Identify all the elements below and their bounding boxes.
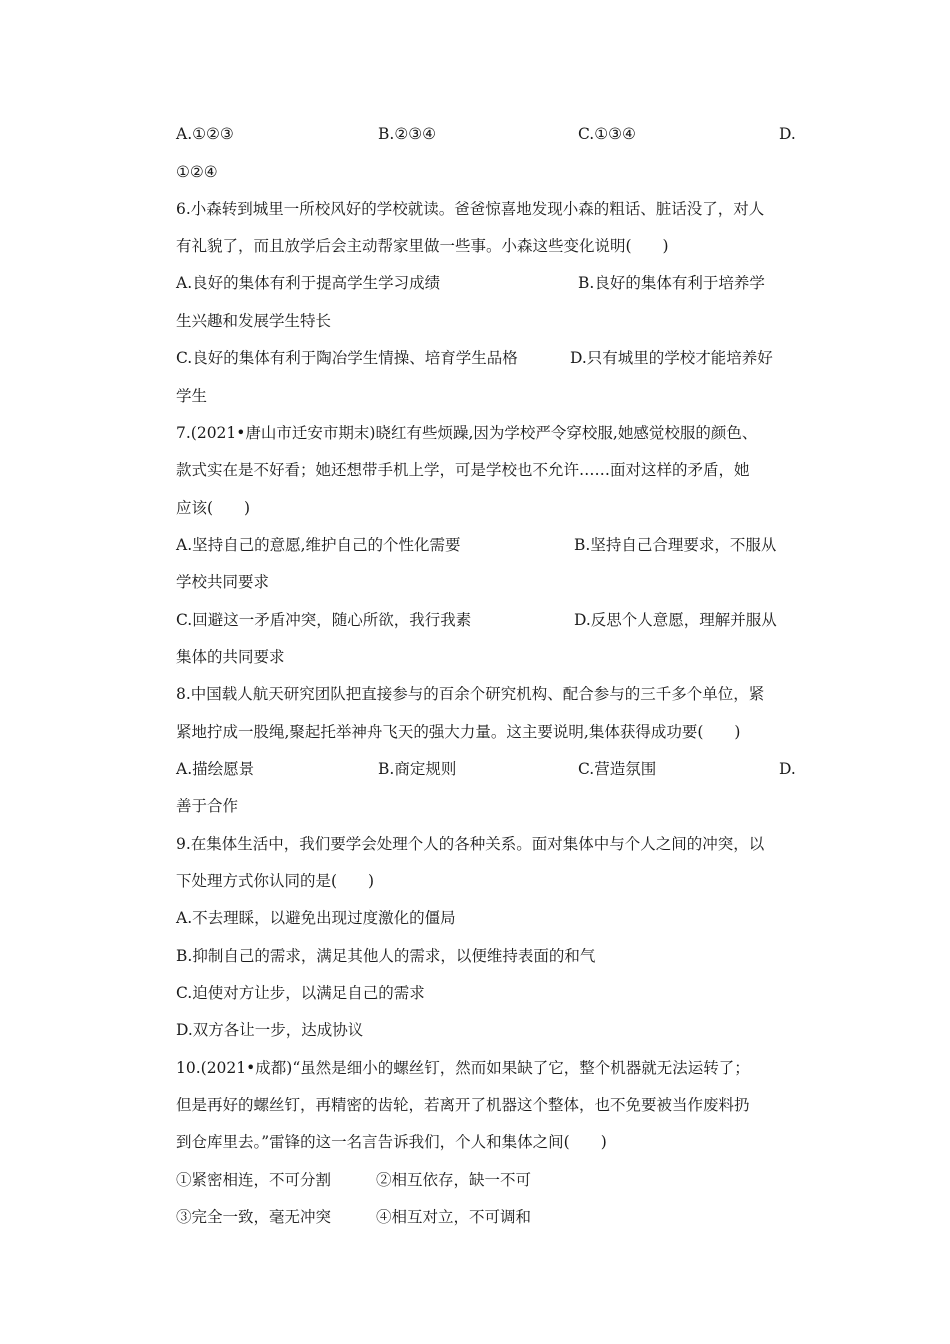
q7-option-d-cont: 集体的共同要求 <box>176 648 285 666</box>
q7-options-ab <box>176 526 796 564</box>
q7-stem-line1: 7.(2021•唐山市迁安市期末)晓红有些烦躁,因为学校严令穿校服,她感觉校服的颜色、 <box>176 424 758 442</box>
q6-stem-line2: 有礼貌了，而且放学后会主动帮家里做一些事。小森这些变化说明( ) <box>176 237 669 255</box>
q5-option-c: C.①③④ <box>578 125 636 143</box>
q9-option-c: C.迫使对方让步，以满足自己的需求 <box>176 984 425 1002</box>
q7-options-cd <box>176 601 796 639</box>
q7-option-a: A.坚持自己的意愿,维护自己的个性化需要 <box>176 536 461 554</box>
q9-option-d: D.双方各让一步，达成协议 <box>176 1021 364 1039</box>
q6-options-ab <box>176 264 796 302</box>
q10-items-row1 <box>176 1161 796 1199</box>
q10-stem-line2: 但是再好的螺丝钉，再精密的齿轮，若离开了机器这个整体，也不免要被当作废料扔 <box>176 1096 750 1114</box>
q9-stem-line2: 下处理方式你认同的是( ) <box>176 872 375 890</box>
q7-option-b: B.坚持自己合理要求，不服从 <box>574 536 777 554</box>
q6-option-c: C.良好的集体有利于陶冶学生情操、培育学生品格 <box>176 349 518 367</box>
q5-option-a: A.①②③ <box>176 125 234 143</box>
q7-stem-line2: 款式实在是不好看；她还想带手机上学，可是学校也不允许……面对这样的矛盾，她 <box>176 461 750 479</box>
q6-option-a: A.良好的集体有利于提高学生学习成绩 <box>176 274 441 292</box>
q10-item-2: ②相互依存，缺一不可 <box>376 1171 532 1189</box>
q9-stem-line1: 9.在集体生活中，我们要学会处理个人的各种关系。面对集体中与个人之间的冲突，以 <box>176 835 765 853</box>
q8-option-d-label: D. <box>779 760 796 778</box>
q7-option-c: C.回避这一矛盾冲突，随心所欲，我行我素 <box>176 611 472 629</box>
q8-option-b: B.商定规则 <box>378 760 457 778</box>
q10-item-1: ①紧密相连，不可分割 <box>176 1171 332 1189</box>
q6-option-d: D.只有城里的学校才能培养好 <box>570 349 773 367</box>
q5-option-b: B.②③④ <box>378 125 437 143</box>
q5-option-d-text: ①②④ <box>176 163 218 181</box>
q6-stem-line1: 6.小森转到城里一所校风好的学校就读。爸爸惊喜地发现小森的粗话、脏话没了，对人 <box>176 200 765 218</box>
q8-option-d-text: 善于合作 <box>176 797 239 815</box>
q5-option-d-label: D. <box>779 125 796 143</box>
q7-option-d: D.反思个人意愿，理解并服从 <box>574 611 777 629</box>
q7-stem-line3: 应该( ) <box>176 499 251 517</box>
q10-stem-line1: 10.(2021•成都)“虽然是细小的螺丝钉，然而如果缺了它，整个机器就无法运转了； <box>176 1059 750 1077</box>
q6-option-b: B.良好的集体有利于培养学 <box>578 274 765 292</box>
q6-options-cd <box>176 339 796 377</box>
q9-option-a: A.不去理睬，以避免出现过度激化的僵局 <box>176 909 456 927</box>
q7-option-b-cont: 学校共同要求 <box>176 573 270 591</box>
q8-options-row <box>176 750 796 788</box>
q10-item-4: ④相互对立，不可调和 <box>376 1208 532 1226</box>
q8-option-c: C.营造氛围 <box>578 760 657 778</box>
q6-option-b-cont: 生兴趣和发展学生特长 <box>176 312 332 330</box>
q9-option-b: B.抑制自己的需求，满足其他人的需求，以便维持表面的和气 <box>176 947 596 965</box>
q5-options-row <box>176 115 796 153</box>
q10-stem-line3: 到仓库里去。”雷锋的这一名言告诉我们，个人和集体之间( ) <box>176 1133 607 1151</box>
q8-stem-line2: 紧地拧成一股绳,聚起托举神舟飞天的强大力量。这主要说明,集体获得成功要( ) <box>176 723 741 741</box>
q6-option-d-cont: 学生 <box>176 387 208 405</box>
q10-item-3: ③完全一致，毫无冲突 <box>176 1208 332 1226</box>
q10-items-row2 <box>176 1198 796 1236</box>
q8-option-a: A.描绘愿景 <box>176 760 255 778</box>
q8-stem-line1: 8.中国载人航天研究团队把直接参与的百余个研究机构、配合参与的三千多个单位，紧 <box>176 685 765 703</box>
